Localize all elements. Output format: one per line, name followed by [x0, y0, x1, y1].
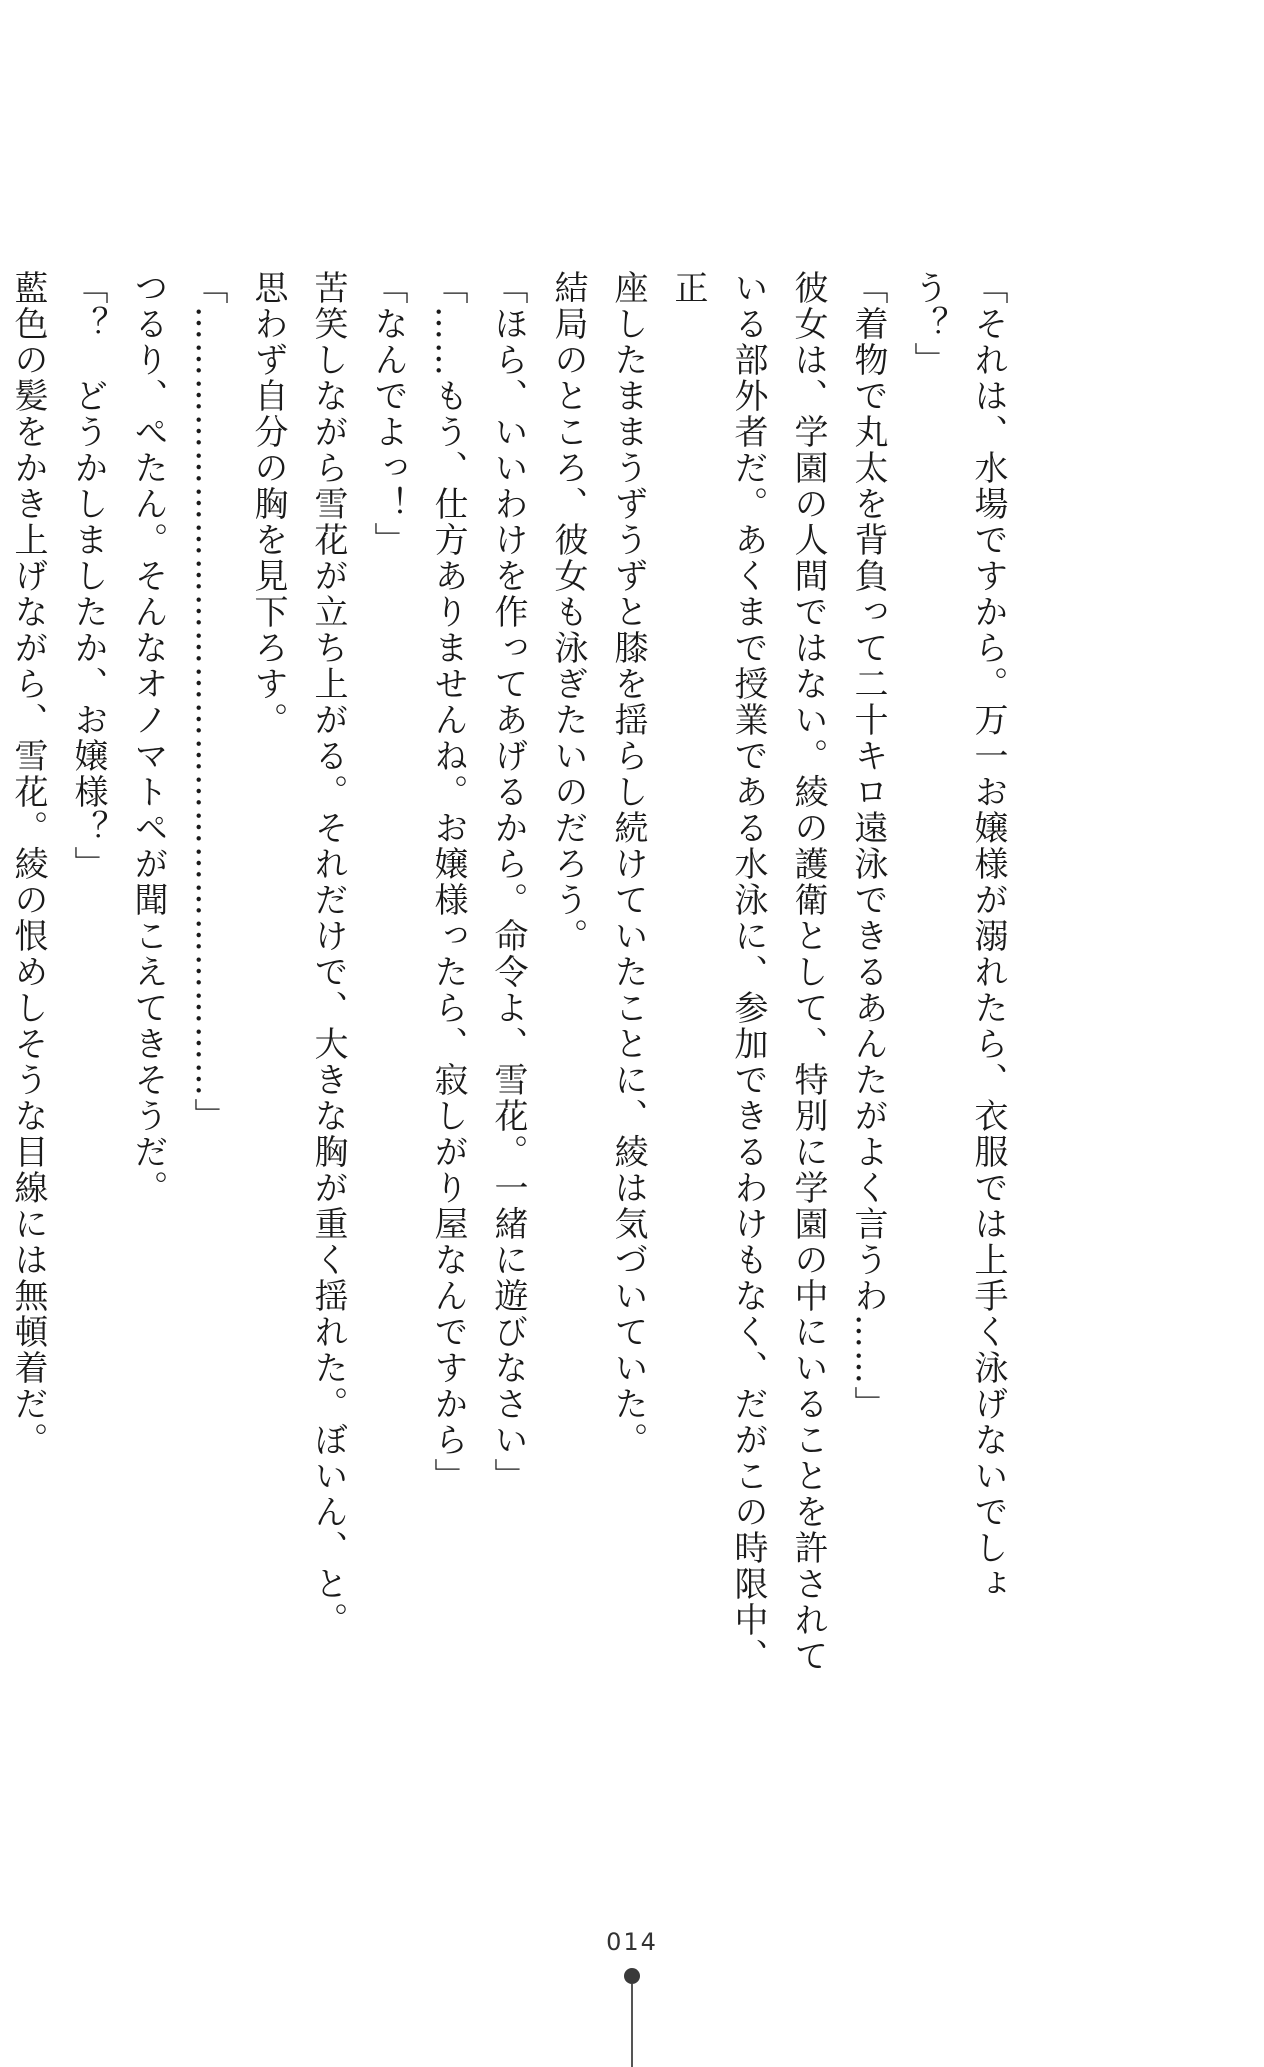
text-line: つるり、ぺたん。そんなオノマトペが聞こえてきそうだ。 — [128, 270, 168, 1206]
text-line: いる部外者だ。あくまで授業である水泳に、参加できるわけもなく、だがこの時限中、正 — [668, 270, 768, 1674]
page-number: 014 — [606, 1928, 658, 1956]
text-line: 藍色の髪をかき上げながら、雪花。綾の恨めしそうな目線には無頓着だ。 — [8, 270, 48, 1458]
text-line: 結局のところ、彼女も泳ぎたいのだろう。 — [548, 270, 588, 954]
text-line: 「…………………………………………………………」 — [188, 270, 228, 1134]
page-marker-rule — [631, 1984, 633, 2067]
text-line: 「ほら、いいわけを作ってあげるから。命令よ、雪花。一緒に遊びなさい」 — [488, 270, 528, 1494]
text-line: 苦笑しながら雪花が立ち上がる。それだけで、大きな胸が重く揺れた。ぼいん、と。 — [308, 270, 348, 1638]
text-line: 「着物で丸太を背負って二十キロ遠泳できるあんたがよく言うわ……」 — [848, 270, 888, 1422]
page-marker-dot-icon — [624, 1968, 640, 1984]
text-line: 「……もう、仕方ありませんね。お嬢様ったら、寂しがり屋なんですから」 — [428, 270, 468, 1494]
text-line: 座したままうずうずと膝を揺らし続けていたことに、綾は気づいていた。 — [608, 270, 648, 1458]
text-line: 「それは、水場ですから。万一お嬢様が溺れたら、衣服では上手く泳げないでしょう？」 — [908, 270, 1008, 1602]
text-line: 「？ どうかしましたか、お嬢様？」 — [68, 270, 108, 882]
text-line: 「なんでよっ！」 — [368, 270, 408, 558]
text-line: 思わず自分の胸を見下ろす。 — [248, 270, 288, 738]
text-line: 彼女は、学園の人間ではない。綾の護衛として、特別に学園の中にいることを許されて — [788, 270, 828, 1674]
body-text — [0, 270, 1018, 1690]
